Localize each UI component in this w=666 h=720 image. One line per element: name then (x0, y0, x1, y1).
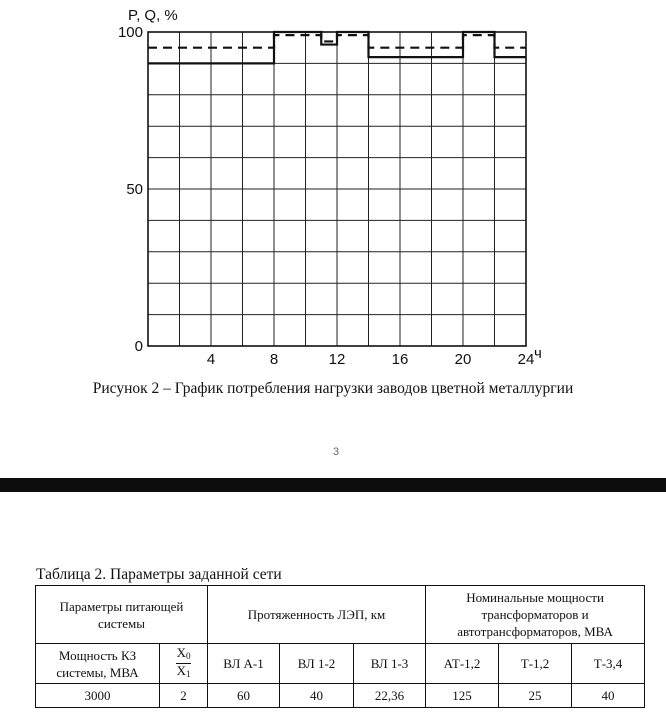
table-subheader-row (36, 644, 645, 684)
page-divider (0, 478, 666, 492)
subheader-vl-a1: ВЛ А-1 (208, 644, 280, 684)
cell-x-ratio: 2 (160, 684, 208, 708)
table-row (36, 684, 645, 708)
subheader-vl-13: ВЛ 1-3 (354, 644, 426, 684)
header-line-length: Протяженность ЛЭП, км (208, 586, 426, 644)
y-tick-label: 0 (134, 338, 143, 355)
cell-vl-12: 40 (280, 684, 354, 708)
x-tick-label: 4 (206, 351, 216, 368)
x-axis-label: ч (534, 345, 542, 362)
cell-vl-13: 22,36 (354, 684, 426, 708)
subheader-x-ratio: $\frac{X_0}{X_1}$ (160, 644, 208, 684)
subheader-at-12: АТ-1,2 (426, 644, 499, 684)
header-supply-system: Параметры питающей системы (36, 586, 208, 644)
figure-caption: Рисунок 2 – График потребления нагрузки заводов цветной металлургии (92, 380, 574, 397)
page-number: 3 (332, 446, 340, 458)
y-tick-label: 100 (117, 24, 143, 41)
cell-t-34: 40 (572, 684, 645, 708)
cell-sc-power: 3000 (36, 684, 160, 708)
subheader-sc-power: Мощность КЗ системы, МВА (36, 644, 160, 684)
x-tick-label: 12 (328, 351, 346, 368)
cell-vl-a1: 60 (208, 684, 280, 708)
table-caption: Таблица 2. Параметры заданной сети (36, 566, 282, 583)
network-parameters-table (35, 585, 645, 708)
subheader-vl-12: ВЛ 1-2 (280, 644, 354, 684)
x-tick-label: 8 (269, 351, 279, 368)
subheader-t-12: Т-1,2 (499, 644, 572, 684)
cell-t-12: 25 (499, 684, 572, 708)
header-transformer-power: Номинальные мощности трансформаторов и автотрансформаторов, МВА (426, 586, 645, 644)
table-header-row (36, 586, 645, 644)
cell-at-12: 125 (426, 684, 499, 708)
y-tick-label: 50 (126, 181, 143, 198)
x-tick-label: 20 (454, 351, 472, 368)
x-tick-label: 16 (391, 351, 409, 368)
chart-labels (118, 7, 542, 368)
y-axis-label: P, Q, % (128, 7, 178, 24)
subheader-t-34: Т-3,4 (572, 644, 645, 684)
x-tick-label: 24 (517, 351, 535, 368)
chart-grid (148, 32, 526, 346)
